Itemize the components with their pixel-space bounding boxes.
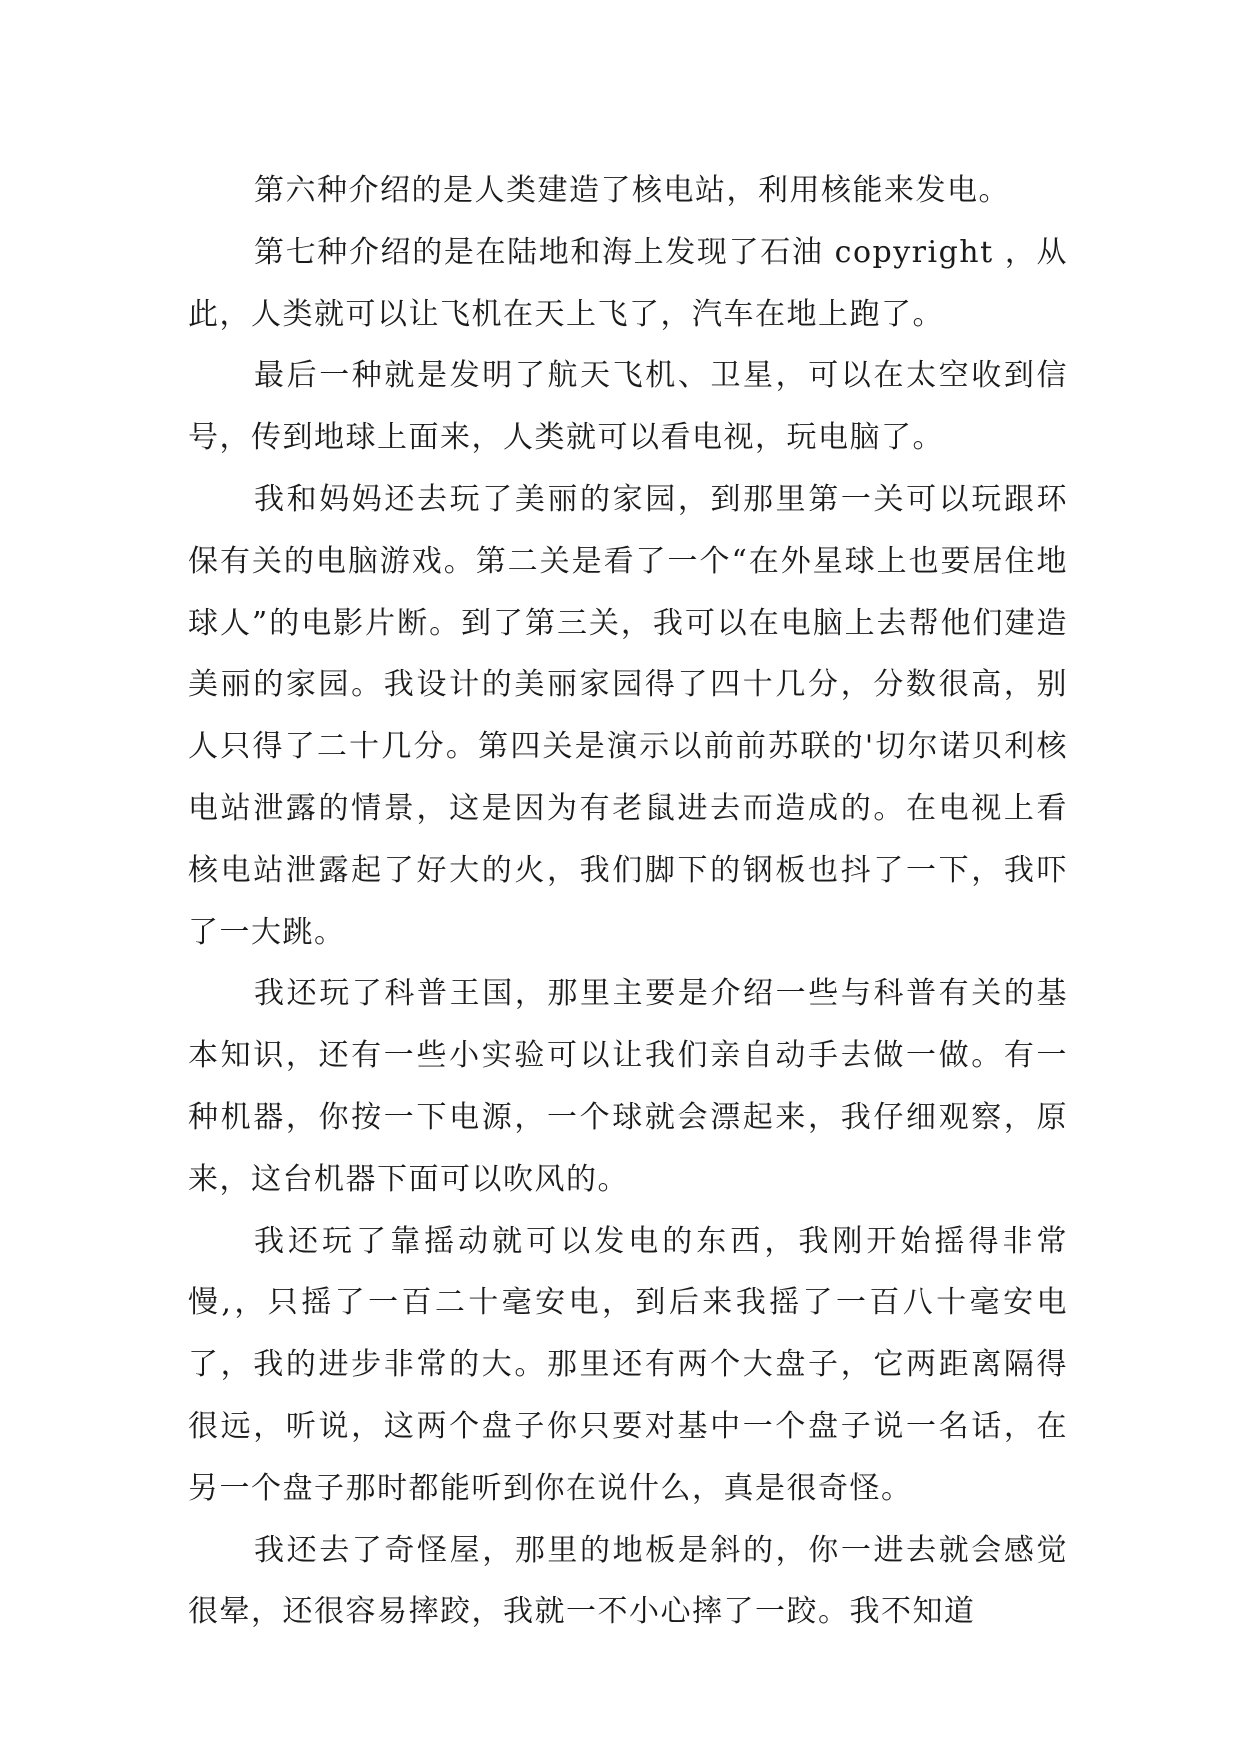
paragraph-nuclear-plant: 第六种介绍的是人类建造了核电站，利用核能来发电。 [254, 173, 1010, 208]
paragraph-oil-discovery: 第七种介绍的是在陆地和海上发现了石油 copyright ，从此，人类就可以让飞机在天上飞了，汽车在地上跑了。 [188, 234, 1068, 332]
paragraph-hand-generator: 我还玩了靠摇动就可以发电的东西，我刚开始摇得非常慢,，只摇了一百二十毫安电，到后来我摇了一百八十毫安电了，我的进步非常的大。那里还有两个大盘子，它两距离隔得很远，听说，这两个盘子你只要对基中一个盘子说一名话，在另一个盘子那时都能听到你在说什么，真是很奇怪。 [188, 1223, 1068, 1506]
paragraph-space-satellite: 最后一种就是发明了航天飞机、卫星，可以在太空收到信号，传到地球上面来，人类就可以看电视，玩电脑了。 [188, 358, 1068, 456]
paragraph-science-kingdom: 我还玩了科普王国，那里主要是介绍一些与科普有关的基本知识，还有一些小实验可以让我们亲自动手去做一做。有一种机器，你按一下电源，一个球就会漂起来，我仔细观察，原来，这台机器下面可以吹风的。 [188, 976, 1068, 1197]
document-body [188, 160, 1068, 1643]
paragraph-strange-house: 我还去了奇怪屋，那里的地板是斜的，你一进去就会感觉很晕，还很容易摔跤，我就一不小心摔了一跤。我不知道 [188, 1532, 1068, 1630]
paragraph-beautiful-home: 我和妈妈还去玩了美丽的家园，到那里第一关可以玩跟环保有关的电脑游戏。第二关是看了一个“在外星球上也要居住地球人”的电影片断。到了第三关，我可以在电脑上去帮他们建造美丽的家园。我设计的美丽家园得了四十几分，分数很高，别人只得了二十几分。第四关是演示以前前苏联的'切尔诺贝利核电站泄露的情景，这是因为有老鼠进去而造成的。在电视上看核电站泄露起了好大的火，我们脚下的钢板也抖了一下，我吓了一大跳。 [188, 481, 1068, 950]
